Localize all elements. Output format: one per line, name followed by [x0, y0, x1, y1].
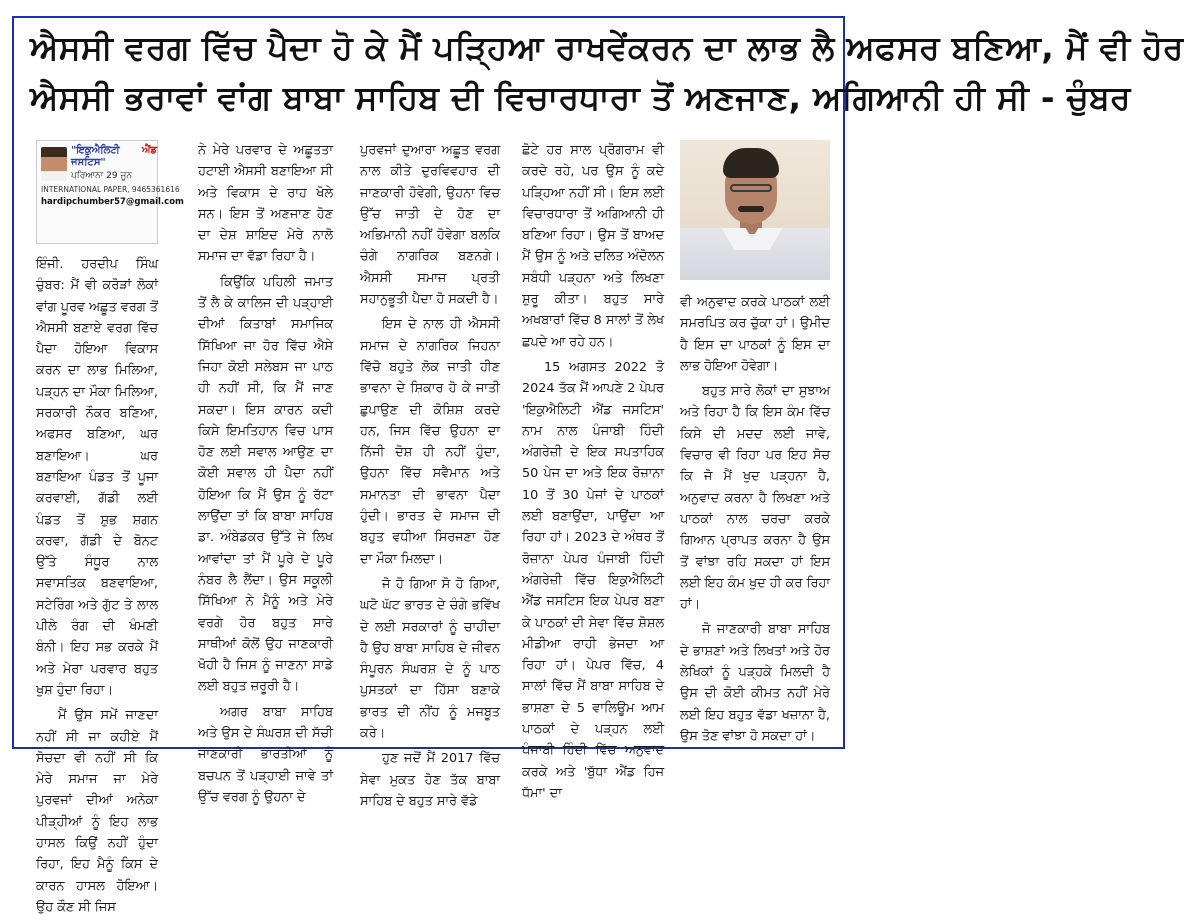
paper-contact: INTERNATIONAL PAPER, 9465361616	[41, 185, 180, 194]
column-2	[198, 140, 333, 805]
paper-title-part-3: ਜਸਟਿਸ"	[71, 157, 106, 168]
paragraph: ਛੋਟੇ ਹਰ ਸਾਲ ਪ੍ਰੋਗਰਾਮ ਵੀ ਕਰਦੇ ਰਹੇ, ਪਰ ਉਸ ਨੂੰ ਕਦੇ ਪੜ੍ਹਿਆ ਨਹੀਂ ਸੀ। ਇਸ ਲਈ ਵਿਚਾਰਧਾਰਾ ਤੋਂ ਅਗਿਆਨੀ ਹੀ ਬਣਿਆ ਰਿਹਾ। ਉਸ ਤੋਂ ਬਾਅਦ ਮੈਂ ਉਸ ਨੂੰ ਅਤੇ ਦਲਿਤ ਅੰਦੋਲਨ ਸਬੰਧੀ ਪੜ੍ਹਨਾ ਅਤੇ ਲਿਖਣਾ ਸ਼ੁਰੂ ਕੀਤਾ। ਬਹੁਤ ਸਾਰੇ ਅਖਬਾਰਾਂ ਵਿੱਚ 8 ਸਾਲਾਂ ਤੋਂ ਲੇਖ ਛਪਦੇ ਆ ਰਹੇ ਹਨ।	[522, 143, 664, 350]
paragraph: ਮੈਂ ਉਸ ਸਮੇਂ ਜਾਣਦਾ ਨਹੀਂ ਸੀ ਜਾ ਕਹੀਏ ਮੈਂ ਸੋਚਦਾ ਵੀ ਨਹੀਂ ਸੀ ਕਿ ਮੇਰੇ ਸਮਾਜ ਜਾ ਮੇਰੇ ਪੁਰਵਜਾਂ ਦੀਆਂ ਅਨੇਕਾ ਪੀੜ੍ਹੀਆਂ ਨੂੰ ਇਹ ਲਾਭ ਹਾਸਲ ਕਿਉਂ ਨਹੀਂ ਹੁੰਦਾ ਰਿਹਾ, ਇਹ ਮੈਨੂੰ ਕਿਸ ਦੇ ਕਾਰਨ ਹਾਸਲ ਹੋਇਆ। ਉਹ ਕੌਣ ਸੀ ਜਿਸ	[36, 708, 158, 915]
headline-line-2: ਐਸਸੀ ਭਰਾਵਾਂ ਵਾਂਗ ਬਾਬਾ ਸਾਹਿਬ ਦੀ ਵਿਚਾਰਧਾਰਾ ਤੋਂ ਅਣਜਾਣ, ਅਗਿਆਨੀ ਹੀ ਸੀ - ਚੁੰਬਰ	[30, 78, 1131, 117]
paragraph: ਨੇ ਮੇਰੇ ਪਰਵਾਰ ਦੇ ਅਛੂਤਤਾ ਹਟਾਈ ਐਸਸੀ ਬਣਾਇਆ ਸੀ ਅਤੇ ਵਿਕਾਸ ਦੇ ਰਾਹ ਖੋਲੇ ਸਨ। ਇਸ ਤੋਂ ਅਣਜਾਣ ਹੋਣ ਦਾ ਦੇਸ਼ ਸ਼ਾਇਦ ਮੇਰੇ ਨਾਲੋ ਸਮਾਜ ਦਾ ਵੱਡਾ ਰਿਹਾ ਹੈ।	[198, 143, 333, 265]
author-photo	[680, 140, 830, 280]
paragraph: ਅਗਰ ਬਾਬਾ ਸਾਹਿਬ ਅਤੇ ਉਸ ਦੇ ਸੰਘਰਸ਼ ਦੀ ਸੱਚੀ ਜਾਣਕਾਰੀ ਭਾਰਤੀਆਂ ਨੂੰ ਬਚਪਨ ਤੋਂ ਪੜ੍ਹਾਈ ਜਾਵੇ ਤਾਂ ਉੱਚ ਵਰਗ ਨੂੰ ਉਹਨਾ ਦੇ	[198, 704, 333, 805]
paragraph: ਜੋ ਹੋ ਗਿਆ ਸੋ ਹੋ ਗਿਆ, ਘਟੋ ਘੱਟ ਭਾਰਤ ਦੇ ਚੰਗੇ ਭਵਿੱਖ ਦੇ ਲਈ ਸਰਕਾਰਾਂ ਨੂੰ ਚਾਹੀਦਾ ਹੈ ਉਹ ਬਾਬਾ ਸਾਹਿਬ ਦੇ ਜੀਵਨ ਸੰਪੂਰਨ ਸੰਘਰਸ਼ ਦੇ ਨੂੰ ਪਾਠ ਪੁਸਤਕਾਂ ਦਾ ਹਿੱਸਾ ਬਣਾਕੇ ਭਾਰਤ ਦੀ ਨੀਂਹ ਨੂੰ ਮਜਬੂਤ ਕਰੇ।	[360, 576, 500, 742]
column-1	[36, 140, 184, 915]
paragraph: ਵੀ ਅਨੁਵਾਦ ਕਰਕੇ ਪਾਠਕਾਂ ਲਈ ਸਮਰਪਿਤ ਕਰ ਚੁੱਕਾ ਹਾਂ। ਉਮੀਦ ਹੈ ਇਸ ਦਾ ਪਾਠਕਾਂ ਨੂੰ ਇਸ ਦਾ ਲਾਭ ਹੋਇਆ ਹੋਵੇਗਾ।	[680, 295, 830, 374]
paper-title-part-1: "ਇਕੁਐਲਿਟੀ	[71, 145, 120, 156]
paper-title-part-2: ਐਂਡ	[141, 145, 157, 156]
paragraph: ਪੁਰਵਜਾਂ ਦੁਆਰਾ ਅਛੂਤ ਵਰਗ ਨਾਲ ਕੀਤੇ ਦੁਰਵਿਵਹਾਰ ਦੀ ਜਾਣਕਾਰੀ ਹੋਵੇਗੀ, ਉਹਨਾ ਵਿਚ ਉੱਚ ਜਾਤੀ ਦੇ ਹੋਣ ਦਾ ਅਭਿਮਾਨੀ ਨਹੀਂ ਹੋਵੇਗਾ ਬਲਕਿ ਚੰਗੇ ਨਾਗਰਿਕ ਬਣਨਗੇ। ਐਸਸੀ ਸਮਾਜ ਪ੍ਰਤੀ ਸਹਾਨੁਭੂਤੀ ਪੈਦਾ ਹੋ ਸਕਦੀ ਹੈ।	[360, 143, 500, 308]
paragraph: ਹੁਣ ਜਦੋਂ ਮੈਂ 2017 ਵਿੱਚ ਸੇਵਾ ਮੁਕਤ ਹੋਣ ਤੱਕ ਬਾਬਾ ਸਾਹਿਬ ਦੇ ਬਹੁਤ ਸਾਰੇ ਵੱਡੇ	[360, 751, 500, 809]
paragraph: ਜੋ ਜਾਣਕਾਰੀ ਬਾਬਾ ਸਾਹਿਬ ਦੇ ਭਾਸ਼ਣਾਂ ਅਤੇ ਲਿਖਤਾਂ ਅਤੇ ਹੋਰ ਲੇਖਿਕਾਂ ਨੂੰ ਪੜ੍ਹਕੇ ਮਿਲਦੀ ਹੈ ਉਸ ਦੀ ਕੋਈ ਕੀਮਤ ਨਹੀਂ ਮੇਰੇ ਲਈ ਇਹ ਬਹੁਤ ਵੱਡਾ ਖਜ਼ਾਨਾ ਹੈ, ਉਸ ਤੋਣ ਵਾਂਝਾ ਹੋ ਸਕਦਾ ਹਾਂ।	[680, 622, 830, 744]
author-byline-box	[36, 140, 184, 244]
paragraph: ਕਿਉਂਕਿ ਪਹਿਲੀ ਜਮਾਤ ਤੋਂ ਲੈ ਕੇ ਕਾਲਿਜ ਦੀ ਪੜ੍ਹਾਈ ਦੀਆਂ ਕਿਤਾਬਾਂ ਸਮਾਜਿਕ ਸਿੱਖਿਆ ਜਾ ਹੋਰ ਵਿੱਚ ਐਸੇ ਜਿਹਾ ਕੋਈ ਸਲੇਬਸ ਜਾ ਪਾਠ ਹੀ ਨਹੀਂ ਸੀ, ਕਿ ਮੈਂ ਜਾਣ ਸਕਦਾ। ਇਸ ਕਾਰਨ ਕਦੀ ਕਿਸੇ ਇਮਤਿਹਾਨ ਵਿਚ ਪਾਸ ਹੋਣ ਲਈ ਸਵਾਲ ਆਉਣ ਦਾ ਕੋਈ ਸਵਾਲ ਹੀ ਪੈਦਾ ਨਹੀਂ ਹੋਇਆ ਕਿ ਮੈਂ ਉਸ ਨੂੰ ਰੱਟਾ ਲਾਉਂਦਾ ਤਾਂ ਕਿ ਬਾਬਾ ਸਾਹਿਬ ਡਾ. ਅੰਬੇਡਕਰ ਉੱਤੇ ਜੇ ਲਿਖ ਆਵਾਂਦਾ ਤਾਂ ਮੈਂ ਪੂਰੇ ਦੇ ਪੂਰੇ ਨੰਬਰ ਲੈ ਲੈਂਦਾ। ਉਸ ਸਕੂਲੀ ਸਿੱਖਿਆ ਨੇ ਮੈਨੂੰ ਅਤੇ ਮੇਰੇ ਵਰਗੇ ਹੋਰ ਬਹੁਤ ਸਾਰੇ ਸਾਥੀਆਂ ਕੋਲੋਂ ਉਹ ਜਾਣਕਾਰੀ ਖੋਹੀ ਹੈ ਜਿਸ ਨੂੰ ਜਾਣਨਾ ਸਾਡੇ ਲਈ ਬਹੁਤ ਜ਼ਰੂਰੀ ਹੈ।	[198, 274, 333, 695]
paragraph: ਇੰਜੀ. ਹਰਦੀਪ ਸਿੰਘ ਚੁੰਬਰ: ਮੈਂ ਵੀ ਕਰੋੜਾਂ ਲੋਕਾਂ ਵਾਂਗ ਪੂਰਵ ਅਛੂਤ ਵਰਗ ਤੋਂ ਐਸਸੀ ਬਣਾਏ ਵਰਗ ਵਿੱਚ ਪੈਦਾ ਹੋਇਆ ਵਿਕਾਸ ਕਰਨ ਦਾ ਲਾਭ ਮਿਲਿਆ, ਪੜ੍ਹਨ ਦਾ ਮੌਕਾ ਮਿਲਿਆ, ਸਰਕਾਰੀ ਨੌਕਰ ਬਣਿਆ, ਅਫਸਰ ਬਣਿਆ, ਘਰ ਬਣਾਇਆ। ਘਰ ਬਣਾਇਆ ਪੰਡਤ ਤੋਂ ਪੂਜਾ ਕਰਵਾਈ, ਗੱਡੀ ਲਈ ਪੰਡਤ ਤੋਂ ਸ਼ੁਭ ਸ਼ਗਨ ਕਰਵਾ, ਗੱਡੀ ਦੇ ਬੋਨਟ ਉੱਤੇ ਸੰਧੂਰ ਨਾਲ ਸਵਾਸਤਿਕ ਬਣਵਾਇਆ, ਸਟੇਰਿੰਗ ਅਤੇ ਗੁੱਟ ਤੇ ਲਾਲ ਪੀਲੇ ਰੰਗ ਦੀ ਖੰਮਣੀ ਬੰਨੀ। ਇਹ ਸਭ ਕਰਕੇ ਮੈਂ ਅਤੇ ਮੇਰਾ ਪਰਵਾਰ ਬਹੁਤ ਖੁਸ਼ ਹੁੰਦਾ ਰਿਹਾ।	[36, 257, 158, 698]
author-email: hardipchumber57@gmail.com	[41, 197, 184, 207]
dateline: ਪਰਿਆਨਾ 29 ਜੂਨ	[71, 171, 132, 181]
author-thumbnail	[41, 147, 67, 181]
headline-line-1: ਐਸਸੀ ਵਰਗ ਵਿੱਚ ਪੈਦਾ ਹੋ ਕੇ ਮੈਂ ਪੜ੍ਹਿਆ ਰਾਖਵੇਂਕਰਨ ਦਾ ਲਾਭ ਲੈ ਅਫਸਰ ਬਣਿਆ, ਮੈਂ ਵੀ ਹੋਰ	[30, 28, 1184, 67]
paragraph: ਬਹੁਤ ਸਾਰੇ ਲੋਕਾਂ ਦਾ ਸੁਝਾਅ ਅਤੇ ਰਿਹਾ ਹੈ ਕਿ ਇਸ ਕੰਮ ਵਿੱਚ ਕਿਸੇ ਦੀ ਮਦਦ ਲਈ ਜਾਵੇ, ਵਿਚਾਰ ਵੀ ਰਿਹਾ ਪਰ ਇਹ ਸੋਚ ਕਿ ਜੋ ਮੈਂ ਖੁਦ ਪੜ੍ਹਨਾ ਹੈ, ਅਨੁਵਾਦ ਕਰਨਾ ਹੈ ਲਿਖਣਾ ਅਤੇ ਪਾਠਕਾਂ ਨਾਲ ਚਰਚਾ ਕਰਕੇ ਗਿਆਨ ਪ੍ਰਾਪਤ ਕਰਨਾ ਹੈ ਉਸ ਤੋਂ ਵਾਂਝਾ ਰਹਿ ਸਕਦਾ ਹਾਂ ਇਸ ਲਈ ਇਹ ਕੰਮ ਖੁਦ ਹੀ ਕਰ ਰਿਹਾ ਹਾਂ।	[680, 384, 830, 613]
paper-title	[71, 145, 157, 169]
paragraph: 15 ਅਗਸਤ 2022 ਤੋ 2024 ਤੱਕ ਮੈਂ ਆਪਣੇ 2 ਪੇਪਰ 'ਇਕੁਐਲਿਟੀ ਐਂਡ ਜਸਟਿਸ' ਨਾਮ ਨਾਲ ਪੰਜਾਬੀ ਹਿੰਦੀ ਅੰਗਰੇਜ਼ੀ ਦੇ ਇਕ ਸਪਤਾਹਿਕ 50 ਪੇਜ ਦਾ ਅਤੇ ਇਕ ਰੋਜ਼ਾਨਾ 10 ਤੋਂ 30 ਪੇਜਾਂ ਦੇ ਪਾਠਕਾਂ ਲਈ ਬਣਾਉਂਦਾ, ਪਾਉਂਦਾ ਆ ਰਿਹਾ ਹਾਂ। 2023 ਦੇ ਅੰਥਰ ਤੋਂ ਰੋਜ਼ਾਨਾ ਪੇਪਰ ਪੰਜਾਬੀ ਹਿੰਦੀ ਅੰਗਰੇਜ਼ੀ ਵਿੱਚ ਇਕੁਐਲਿਟੀ ਐਂਡ ਜਸਟਿਸ ਇਕ ਪੇਪਰ ਬਣਾ ਕੇ ਪਾਠਕਾਂ ਦੀ ਸੇਵਾ ਵਿੱਚ ਸ਼ੋਸ਼ਲ ਮੀਡੀਆ ਰਾਹੀ ਭੇਜਦਾ ਆ ਰਿਹਾ ਹਾਂ। ਪੇਪਰ ਵਿੱਚ, 4 ਸਾਲਾਂ ਵਿੱਚ ਮੈਂ ਬਾਬਾ ਸਾਹਿਬ ਦੇ ਭਾਸ਼ਣਾ ਦੇ 5 ਵਾਲਿਊਮ ਆਮ ਪਾਠਕਾਂ ਦੇ ਪੜ੍ਹਨ ਲਈ ਪੰਜਾਬੀ ਹਿੰਦੀ ਵਿੱਚ ਅਨੁਵਾਦ ਕਰਕੇ ਅਤੇ 'ਬੁੱਧਾ ਐਂਡ ਹਿਜ ਧੱਮਾ' ਦਾ	[522, 359, 664, 801]
column-4	[522, 140, 664, 801]
column-5	[680, 140, 830, 745]
column-3	[360, 140, 500, 809]
paragraph: ਇਸ ਦੇ ਨਾਲ ਹੀ ਐਸਸੀ ਸਮਾਜ ਦੇ ਨਾਗਰਿਕ ਜਿਹਨਾ ਵਿੱਚੋ ਬਹੁਤੇ ਲੋਕ ਜਾਤੀ ਹੀਣ ਭਾਵਨਾ ਦੇ ਸ਼ਿਕਾਰ ਹੋ ਕੇ ਜਾਤੀ ਛੁਪਾਉਣ ਦੀ ਕੋਸ਼ਿਸ਼ ਕਰਦੇ ਹਨ, ਜਿਸ ਵਿੱਚ ਉਹਨਾ ਦਾ ਨਿੱਜੀ ਦੋਸ਼ ਹੀ ਨਹੀਂ ਹੁੰਦਾ, ਉਹਨਾ ਵਿੱਚ ਸਵੈਮਾਨ ਅਤੇ ਸਮਾਨਤਾ ਦੀ ਭਾਵਨਾ ਪੈਦਾ ਹੁੰਦੀ। ਭਾਰਤ ਦੇ ਸਮਾਜ ਦੀ ਬਹੁਤ ਵਧੀਆ ਸਿਰਜਣਾ ਹੋਣ ਦਾ ਮੌਕਾ ਮਿਲਦਾ।	[360, 317, 500, 567]
